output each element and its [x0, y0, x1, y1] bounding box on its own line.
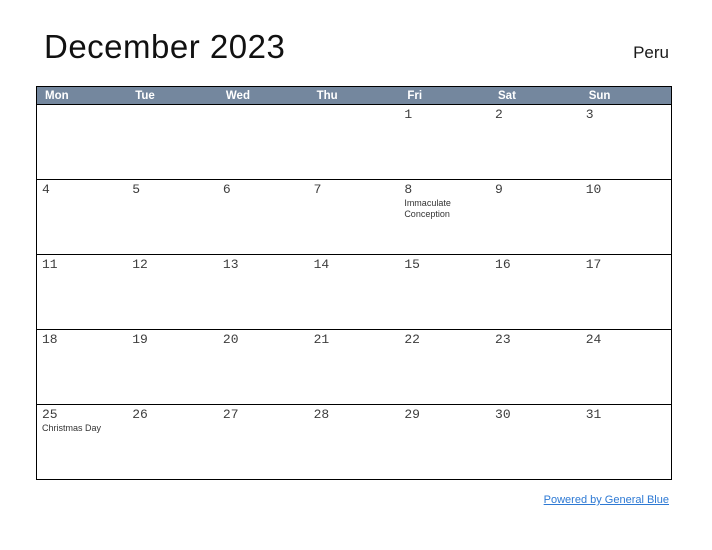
day-number: 18: [42, 332, 58, 347]
day-number: 25: [42, 407, 58, 422]
day-number: 16: [495, 257, 511, 272]
day-cell: [127, 405, 218, 480]
day-number: 6: [222, 182, 231, 197]
day-number: 26: [132, 407, 148, 422]
day-number: 12: [132, 257, 148, 272]
day-number: 30: [495, 407, 511, 422]
day-cell: [218, 405, 309, 480]
day-cell: [218, 330, 309, 405]
day-cell: [399, 180, 490, 255]
week-row-1: [37, 105, 672, 180]
day-cell: [581, 405, 672, 480]
day-cell: [218, 105, 309, 180]
day-number: 28: [313, 407, 330, 422]
day-cell: [127, 330, 218, 405]
day-cell: [490, 405, 581, 480]
holiday-label: Immaculate Conception: [404, 198, 451, 219]
day-cell: [581, 180, 672, 255]
weekday-header-fri: Fri: [399, 87, 490, 105]
day-cell: [581, 255, 672, 330]
day-number: 8: [404, 182, 413, 197]
top-bar: [36, 28, 672, 66]
day-number: 13: [222, 257, 239, 272]
day-cell: [127, 105, 218, 180]
day-number: 20: [222, 332, 239, 347]
calendar-grid: [36, 86, 672, 480]
day-number: 9: [495, 182, 503, 197]
day-cell: [399, 105, 490, 180]
day-cell: [309, 255, 400, 330]
day-cell: [309, 405, 400, 480]
country-label: Peru: [633, 43, 669, 62]
day-cell: [218, 255, 309, 330]
day-cell: [309, 180, 400, 255]
day-number: 1: [404, 107, 413, 122]
day-number: 15: [404, 257, 420, 272]
weekday-header-sat: Sat: [490, 87, 581, 105]
day-cell: [37, 255, 128, 330]
day-number: 21: [313, 332, 330, 347]
day-number: 19: [132, 332, 148, 347]
day-number: [132, 107, 214, 122]
day-number: 7: [313, 182, 322, 197]
day-number: [314, 107, 396, 122]
day-cell: [399, 255, 490, 330]
weekday-header-mon: Mon: [37, 87, 128, 105]
day-number: 22: [404, 332, 420, 347]
weekday-header-row: [37, 87, 672, 105]
weekday-header-thu: Thu: [309, 87, 400, 105]
day-number: 4: [42, 182, 50, 197]
day-number: 24: [585, 332, 602, 347]
week-row-5: [37, 405, 672, 480]
day-number: [223, 107, 305, 122]
day-number: 5: [132, 182, 141, 197]
day-cell: [37, 405, 128, 480]
day-number: 17: [585, 257, 602, 272]
day-number: 2: [495, 107, 503, 122]
holiday-label: Christmas Day: [42, 423, 102, 433]
day-number: [42, 107, 123, 122]
day-cell: [37, 180, 128, 255]
day-cell: [490, 255, 581, 330]
weekday-header-tue: Tue: [127, 87, 218, 105]
footer: [36, 490, 672, 508]
week-row-2: [37, 180, 672, 255]
day-cell: [490, 330, 581, 405]
day-number: 23: [495, 332, 511, 347]
day-number: 14: [313, 257, 330, 272]
day-cell: [37, 105, 128, 180]
day-number: 3: [585, 107, 594, 122]
day-number: 11: [42, 257, 58, 272]
powered-by-link[interactable]: Powered by General Blue: [543, 494, 669, 506]
day-cell: [581, 330, 672, 405]
day-number: 27: [222, 407, 239, 422]
day-cell: [127, 255, 218, 330]
day-cell: [309, 105, 400, 180]
week-row-3: [37, 255, 672, 330]
day-number: 10: [585, 182, 602, 197]
weekday-header-wed: Wed: [218, 87, 309, 105]
day-cell: [490, 105, 581, 180]
day-cell: [309, 330, 400, 405]
day-number: 31: [585, 407, 602, 422]
page-title: December 2023: [44, 28, 286, 65]
day-cell: [37, 330, 128, 405]
day-cell: [399, 405, 490, 480]
weekday-header-sun: Sun: [581, 87, 672, 105]
day-cell: [399, 330, 490, 405]
week-row-4: [37, 330, 672, 405]
day-number: 29: [404, 407, 420, 422]
day-cell: [218, 180, 309, 255]
day-cell: [127, 180, 218, 255]
day-cell: [490, 180, 581, 255]
day-cell: [581, 105, 672, 180]
